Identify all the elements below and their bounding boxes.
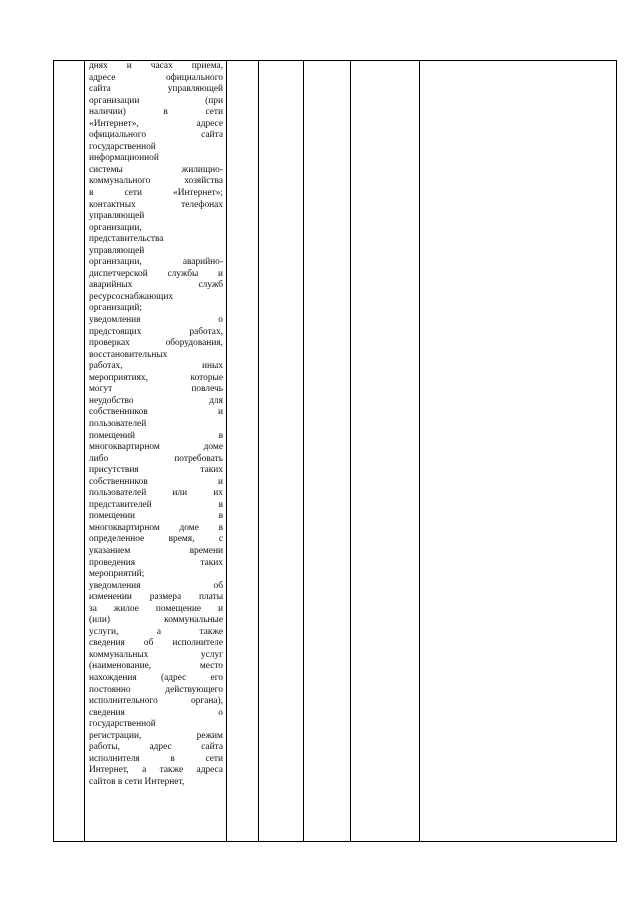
text-line: помещении в	[89, 511, 223, 522]
text-line: системы жилищно-	[89, 164, 223, 175]
text-line: контактных телефонах	[89, 199, 223, 210]
text-line: организации,	[89, 222, 142, 233]
text-line: сведения о	[89, 707, 223, 718]
table-cell-empty	[304, 61, 351, 842]
text-line: неудобство для	[89, 395, 223, 406]
text-line: помещений в	[89, 430, 223, 441]
text-line: восстановительных	[89, 349, 168, 360]
text-line: собственников и	[89, 476, 223, 487]
text-line: наличии) в сети	[89, 107, 223, 118]
text-line: услуги, а также	[89, 626, 223, 637]
text-line: коммунальных услуг	[89, 649, 223, 660]
text-line: определенное время, с	[89, 534, 223, 545]
text-line: многоквартирном доме	[89, 442, 223, 453]
text-line: коммунального хозяйства	[89, 176, 223, 187]
text-line: многоквартирном доме в	[89, 522, 223, 533]
table-row	[54, 61, 617, 842]
text-line: либо потребовать	[89, 453, 223, 464]
text-line: за жилое помещение и	[89, 603, 223, 614]
text-line: проведения таких	[89, 557, 223, 568]
text-line: организации (при	[89, 95, 223, 106]
text-line: в сети «Интернет»;	[89, 188, 223, 199]
text-line: «Интернет», адресе	[89, 118, 223, 129]
text-line: сайта управляющей	[89, 84, 223, 95]
text-line: государственной	[89, 719, 156, 730]
text-line: адресе официального	[89, 72, 223, 83]
table-cell-empty	[227, 61, 259, 842]
text-line: диспетчерской службы и	[89, 268, 223, 279]
text-line: представительства	[89, 234, 164, 245]
text-line: сведения об исполнителе	[89, 638, 223, 649]
text-line: проверках оборудования,	[89, 338, 223, 349]
text-line: указанием времени	[89, 545, 223, 556]
text-line: собственников и	[89, 407, 223, 418]
text-line: нахождения (адрес его	[89, 672, 223, 683]
text-line: присутствия таких	[89, 465, 223, 476]
table-cell-empty	[420, 61, 617, 842]
text-line: мероприятиях, которые	[89, 372, 223, 383]
text-line: управляющей	[89, 245, 145, 256]
text-line: аварийных служб	[89, 280, 223, 291]
text-line: исполнительного органа),	[89, 696, 223, 707]
text-line: организации, аварийно-	[89, 257, 223, 268]
text-line: пользователей	[89, 418, 147, 429]
table-cell-number	[54, 61, 85, 842]
table-cell-empty	[259, 61, 304, 842]
text-line: мероприятий;	[89, 569, 145, 580]
document-table	[53, 60, 617, 842]
text-line: государственной	[89, 141, 156, 152]
text-line: могут повлечь	[89, 384, 223, 395]
table-cell-description	[85, 61, 227, 842]
text-line: работах, иных	[89, 361, 223, 372]
text-line: сайтов в сети Интернет,	[89, 776, 185, 787]
text-line: работы, адрес сайта	[89, 742, 223, 753]
cell-text	[89, 61, 223, 788]
text-line: исполнителя в сети	[89, 753, 223, 764]
text-line: регистрации, режим	[89, 730, 223, 741]
text-line: ресурсоснабжающих	[89, 291, 174, 302]
text-line: управляющей	[89, 211, 145, 222]
text-line: постоянно действующего	[89, 684, 223, 695]
text-line: изменении размера платы	[89, 592, 223, 603]
text-line: предстоящих работах,	[89, 326, 223, 337]
text-line: организаций;	[89, 303, 142, 314]
text-line: информационной	[89, 153, 159, 164]
text-line: уведомления об	[89, 580, 223, 591]
text-line: (или) коммунальные	[89, 615, 223, 626]
text-line: днях и часах приема,	[89, 61, 223, 71]
text-line: представителей в	[89, 499, 223, 510]
text-line: пользователей или их	[89, 488, 223, 499]
text-line: уведомления о	[89, 315, 223, 326]
text-line: официального сайта	[89, 130, 223, 141]
table-cell-empty	[351, 61, 420, 842]
text-line: Интернет, а также адреса	[89, 765, 223, 776]
text-line: (наименование, место	[89, 661, 223, 672]
